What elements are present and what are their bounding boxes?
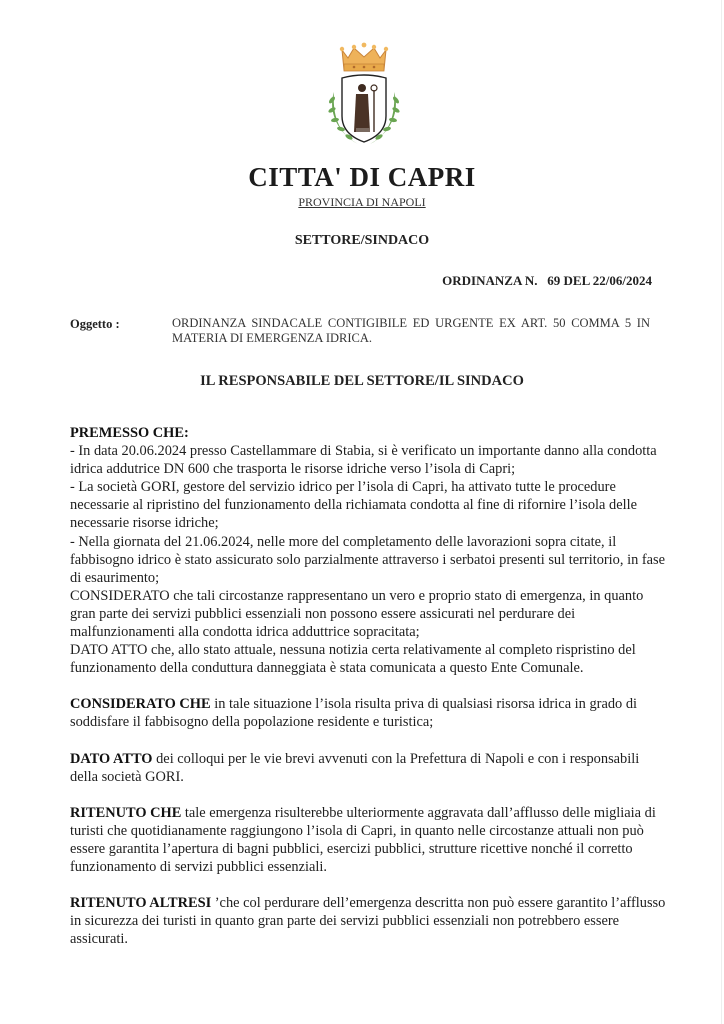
paragraph-text: dei colloqui per le vie brevi avvenuti con la Prefettura di Napoli e con i responsabili della società GORI. — [70, 750, 640, 785]
paragraph-dato-atto — [70, 750, 670, 786]
subject-text: ORDINANZA SINDACALE CONTIGIBILE ED URGENTE EX ART. 50 COMMA 5 IN MATERIA DI EMERGENZA IDRICA. — [172, 316, 650, 345]
premises-block — [70, 424, 670, 677]
subject-label: Oggetto : — [70, 317, 120, 331]
province-subtitle: PROVINCIA DI NAPOLI — [298, 195, 426, 209]
premise-item: - Nella giornata del 21.06.2024, nelle more del completamento delle lavorazioni sopra citate, il fabbisogno idrico è stato assicurato solo parzialmente attraverso i serbatoi presenti sul territorio, in fase di esaurimento; — [70, 533, 666, 586]
premise-item: - La società GORI, gestore del servizio idrico per l’isola di Capri, ha attivato tutte le procedure necessarie al ripristino del funzionamento della richiamata condotta al fine di rifornire l’isola delle necessarie risorse idriche; — [70, 479, 638, 532]
city-title: CITTA' DI CAPRI — [248, 162, 476, 192]
premise-item: - In data 20.06.2024 presso Castellammare di Stabia, si è verificato un importante danno alla condotta idrica addutrice DN 600 che trasporta le risorse idriche verso l’isola di Capri; — [70, 443, 657, 478]
paragraph-lead: DATO ATTO — [70, 750, 153, 767]
premises-heading: PREMESSO CHE: — [70, 425, 189, 441]
page-edge — [721, 0, 722, 1024]
premise-item: CONSIDERATO che tali circostanze rappresentano un vero e proprio stato di emergenza, in quanto gran parte dei servizi pubblici essenziali non possono essere assicurati nel perdurare dei malfunzionamenti alla condotta idrica adduttrice sopracitata; — [70, 587, 644, 641]
paragraph-text: in tale situazione l’isola risulta priva di qualsiasi risorsa idrica in grado di soddisfare il fabbisogno della popolazione residente e turistica; — [70, 696, 638, 731]
ordinance-number: ORDINANZA N. 69 DEL 22/06/2024 — [442, 273, 652, 288]
paragraph-lead: CONSIDERATO CHE — [70, 696, 211, 713]
crown-icon — [340, 43, 388, 71]
paragraph-text: ’che col perdurare dell’emergenza descritta non può essere garantito l’afflusso in sicurezza dei turisti in quanto gran parte dei servizi pubblici essenziali non potrebbero essere assicurati. — [70, 895, 666, 948]
responsible-heading: IL RESPONSABILE DEL SETTORE/IL SINDACO — [200, 373, 524, 389]
sector-heading: SETTORE/SINDACO — [294, 233, 430, 248]
paragraph-ritenuto-altresi — [70, 894, 670, 948]
paragraph-considerato — [70, 695, 670, 731]
premise-item: DATO ATTO che, allo stato attuale, nessuna notizia certa relativamente al completo rispristino del funzionamento della conduttura danneggiata è stata comunicata a questo Ente Comunale. — [70, 642, 636, 677]
document-body — [70, 424, 670, 948]
paragraph-lead: RITENUTO CHE — [70, 804, 182, 821]
paragraph-text: tale emergenza risulterebbe ulteriormente aggravata dall’afflusso delle migliaia di turisti che quotidianamente raggiungono l’isola di Capri, in quanto nelle circostanze attuali non può essere garantita l’apertura di bagni pubblici, esercizi pubblici, strutture ricettive nonché il corretto funzionamento di servizi pubblici essenziali. — [70, 804, 656, 875]
city-coat-of-arms-icon — [318, 40, 410, 152]
paragraph-ritenuto — [70, 804, 670, 876]
paragraph-lead: RITENUTO ALTRESI — [70, 895, 212, 912]
